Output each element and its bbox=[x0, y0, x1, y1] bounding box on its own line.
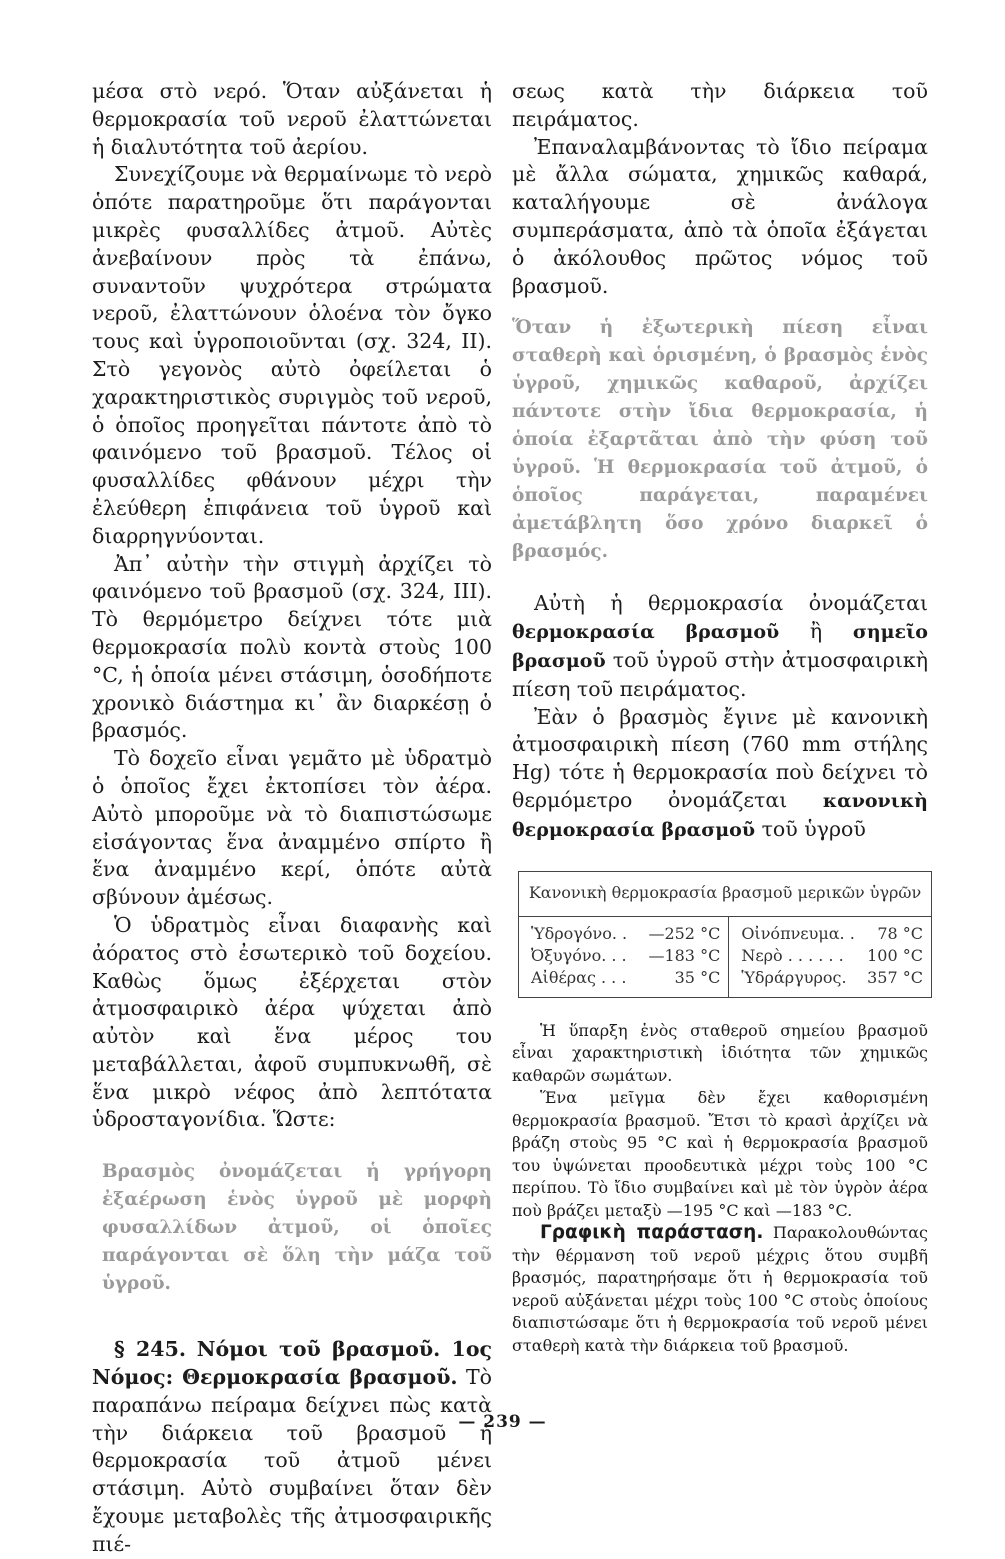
section-text: Τὸ παραπάνω πείραμα δείχνει πὼς κατὰ τὴν διάρκεια τοῦ βρασμοῦ ἡ θερμοκρασία τοῦ ἀτμοῦ μένει στάσιμη. Αὐτὸ συμβαίνει ὅταν δὲν ἔχουμε μεταβολὲς τῆς ἀτμοσφαιρικῆς πιέ- bbox=[92, 1365, 492, 1556]
term-boiling-temperature: θερμοκρασία βρασμοῦ bbox=[512, 621, 780, 644]
table-caption: Κανονικὴ θερμοκρασία βρασμοῦ μερικῶν ὑγρῶν bbox=[519, 871, 932, 916]
boiling-value: —183 °C bbox=[648, 945, 721, 965]
page-number: — 239 — bbox=[458, 1412, 547, 1432]
paragraph bbox=[512, 704, 928, 845]
boiling-definition: Βρασμὸς ὀνομάζεται ἡ γρήγορη ἐξαέρωση ἑνὸς ὑγροῦ μὲ μορφὴ φυσαλλίδων ἀτμοῦ, οἱ ὁποῖες παράγονται σὲ ὅλη τὴν μάζα τοῦ ὑγροῦ. bbox=[102, 1161, 492, 1295]
table-left-cell bbox=[519, 916, 729, 997]
substance: Ὀξυγόνο. . . bbox=[531, 945, 627, 965]
paragraph: Ὁ ὑδρατμὸς εἶναι διαφανὴς καὶ ἀόρατος στὸ ἐσωτερικὸ τοῦ δοχείου. Καθὼς ὅμως ἐξέρχεται στὸν ἀτμοσφαιρικὸ ἀέρα ψύχεται ἀπὸ αὐτὸν καὶ ἕνα μέρος του μεταβάλλεται, ἀφοῦ συμπυκνωθῆ, σὲ ἕνα μικρὸ νέφος ἀπὸ λεπτότατα ὑδροσταγονίδια. Ὥστε: bbox=[92, 912, 492, 1132]
text-run: τοῦ ὑγροῦ στὴν ἀτμοσφαιρικὴ πίεση τοῦ πειράματος. bbox=[512, 647, 928, 701]
term-normal-boiling-temperature: κανονικὴ θερμοκρασία βρασμοῦ bbox=[512, 789, 928, 841]
text-run: τοῦ ὑγροῦ bbox=[761, 816, 866, 841]
substance: Οἰνόπνευμα. . bbox=[741, 923, 855, 943]
text-run: ἢ bbox=[809, 619, 823, 644]
right-column bbox=[512, 78, 928, 1357]
paragraph bbox=[512, 590, 928, 703]
notes-block bbox=[512, 1020, 928, 1223]
table-row bbox=[741, 967, 923, 989]
text-run: Ἐὰν ὁ βρασμὸς ἔγινε μὲ κανονικὴ ἀτμοσφαιρικὴ πίεση (760 mm στήλης Hg) τότε ἡ θερμοκρασία ποὺ δείχνει τὸ θερμόμετρο ὀνομάζεται bbox=[512, 704, 928, 812]
table-row bbox=[531, 967, 720, 989]
substance: Αἰθέρας . . . bbox=[531, 967, 627, 987]
boiling-value: 35 °C bbox=[674, 967, 721, 987]
boiling-value: 357 °C bbox=[867, 967, 923, 987]
graph-heading: Γραφικὴ παράσταση. bbox=[540, 1222, 764, 1244]
paragraph: σεως κατὰ τὴν διάρκεια τοῦ πειράματος. bbox=[512, 79, 928, 131]
term-boiling-point: σημεῖο βρασμοῦ bbox=[512, 621, 928, 672]
graph-text: Παρακολουθώντας τὴν θέρμανση τοῦ νεροῦ μέχρις ὅτου συμβῆ βρασμός, παρατηρήσαμε ὅτι ἡ θερμοκρασία τοῦ νεροῦ αὐξάνεται μέχρι τοὺς 100 °C στοὺς ὁποίους διαπιστώσαμε ὅτι ἡ θερμοκρασία τοῦ νεροῦ μένει σταθερὴ κατὰ τὴν διάρκεια τοῦ βρασμοῦ. bbox=[512, 1223, 928, 1355]
boiling-value: 100 °C bbox=[867, 945, 923, 965]
paragraph: Ἀπ᾿ αὐτὴν τὴν στιγμὴ ἀρχίζει τὸ φαινόμενο τοῦ βρασμοῦ (σχ. 324, III). Τὸ θερμόμετρο δείχνει τότε μιὰ θερμοκρασία πολὺ κοντὰ στοὺς 100 °C, ἡ ὁποία μένει στάσιμη, ὁσοδήποτε χρονικὸ διάστημα κι᾿ ἂν διαρκέσῃ ὁ βρασμός. bbox=[92, 551, 492, 743]
section-number: § 245. bbox=[114, 1337, 186, 1362]
boiling-value: —252 °C bbox=[648, 923, 721, 943]
substance: Νερὸ . . . . . . bbox=[741, 945, 844, 965]
paragraph: Συνεχίζουμε νὰ θερμαίνωμε τὸ νερὸ ὁπότε παρατηροῦμε ὅτι παράγονται μικρὲς φυσαλλίδες ἀτμοῦ. Αὐτὲς ἀνεβαίνουν πρὸς τὰ ἐπάνω, συναντοῦν ψυχρότερα στρώματα νεροῦ, ἐλαττώνουν ὁλοένα τὸν ὄγκο τους καὶ ὑγροποιοῦνται (σχ. 324, II). Στὸ γεγονὸς αὐτὸ ὀφείλεται ὁ χαρακτηριστικὸς συριγμὸς τοῦ νεροῦ, ὁ ὁποῖος προηγεῖται πάντοτε ἀπὸ τὸ φαινόμενο τοῦ βρασμοῦ. Τέλος οἱ φυσαλλίδες φθάνουν μέχρι τὴν ἐλεύθερη ἐπιφάνεια τοῦ ὑγροῦ καὶ διαρρηγνύονται. bbox=[92, 162, 492, 548]
substance: Ὑδράργυρος. bbox=[741, 967, 847, 987]
substance: Ὑδρογόνο. . bbox=[531, 923, 628, 943]
table-row bbox=[531, 945, 720, 967]
boiling-points-table bbox=[518, 871, 932, 998]
table-row bbox=[741, 945, 923, 967]
section-245 bbox=[92, 1336, 492, 1558]
paragraph: Ἐπαναλαμβάνοντας τὸ ἴδιο πείραμα μὲ ἄλλα σώματα, χημικῶς καθαρά, καταλήγουμε σὲ ἀνάλογα συμπεράσματα, ἀπὸ τὰ ὁποῖα ἐξάγεται ὁ ἀκόλουθος πρῶτος νόμος τοῦ βρασμοῦ. bbox=[512, 134, 928, 298]
text-run: Αὐτὴ ἡ θερμοκρασία ὀνομάζεται bbox=[534, 591, 928, 616]
paragraph: μέσα στὸ νερό. Ὅταν αὐξάνεται ἡ θερμοκρασία τοῦ νεροῦ ἐλαττώνεται ἡ διαλυτότητα τοῦ ἀερίου. bbox=[92, 79, 492, 159]
first-law-statement: Ὅταν ἡ ἐξωτερικὴ πίεση εἶναι σταθερὴ καὶ ὁρισμένη, ὁ βρασμὸς ἑνὸς ὑγροῦ, χημικῶς καθαροῦ, ἀρχίζει πάντοτε στὴν ἴδια θερμοκρασία, ἡ ὁποία ἐξαρτᾶται ἀπὸ τὴν φύση τοῦ ὑγροῦ. Ἡ θερμοκρασία τοῦ ἀτμοῦ, ὁ ὁποῖος παράγεται, παραμένει ἀμετάβλητη ὅσο χρόνο διαρκεῖ ὁ βρασμός. bbox=[512, 317, 928, 563]
note-paragraph: Ἡ ὕπαρξη ἑνὸς σταθεροῦ σημείου βρασμοῦ εἶναι χαρακτηριστικὴ ἰδιότητα τῶν χημικῶς καθαρῶν σωμάτων. bbox=[512, 1020, 928, 1085]
left-column bbox=[92, 78, 492, 1559]
boiling-value: 78 °C bbox=[877, 923, 923, 943]
table-row bbox=[531, 923, 720, 945]
table-row bbox=[741, 923, 923, 945]
section-title: Νόμοι τοῦ βρασμοῦ. 1ος Νόμος: Θερμοκρασία βρασμοῦ. bbox=[92, 1337, 492, 1390]
note-paragraph: Ἕνα μεῖγμα δὲν ἔχει καθορισμένη θερμοκρασία βρασμοῦ. Ἔτσι τὸ κρασὶ ἀρχίζει νὰ βράζη στοὺς 95 °C καὶ ἡ θερμοκρασία βρασμοῦ του ὑψώνεται προοδευτικὰ μέχρι τοὺς 100 °C περίπου. Τὸ ἴδιο συμβαίνει καὶ μὲ τὸν ὑγρὸν ἀέρα ποὺ βράζει μεταξὺ —195 °C καὶ —183 °C. bbox=[512, 1088, 928, 1220]
table-right-cell bbox=[729, 916, 932, 997]
paragraph: Τὸ δοχεῖο εἶναι γεμᾶτο μὲ ὑδρατμὸ ὁ ὁποῖος ἔχει ἐκτοπίσει τὸν ἀέρα. Αὐτὸ μποροῦμε νὰ τὸ διαπιστώσωμε εἰσάγοντας ἕνα ἀναμμένο σπίρτο ἢ ἕνα ἀναμμένο κερί, ὁπότε αὐτὰ σβύνουν ἀμέσως. bbox=[92, 746, 492, 910]
graph-paragraph bbox=[512, 1222, 928, 1357]
